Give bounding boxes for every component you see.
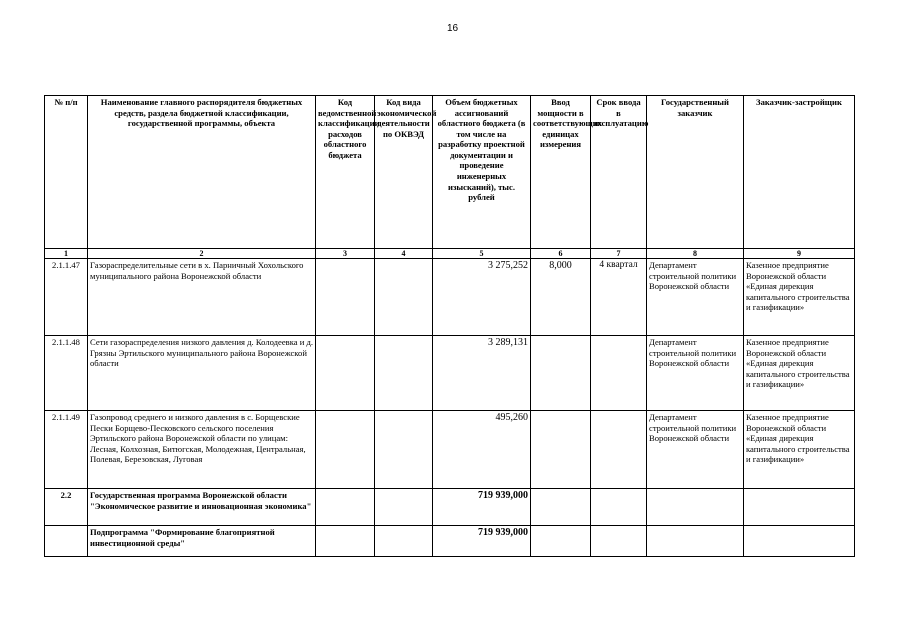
- table-row: [45, 411, 855, 489]
- row-num: 2.1.1.48: [45, 336, 88, 411]
- object-name: Газопровод среднего и низкого давления в с. Борщевские Пески Борщево-Песковского сельского поселения Эртильского района Воронежской области по улицам: Лесная, Колхозная, Битюгская, Молодежная, Центральная, Полевая, Березовская, Луговая: [88, 411, 316, 489]
- customer-cell: Департамент строительной политики Воронежской области: [647, 259, 744, 336]
- column-number: 7: [591, 249, 647, 259]
- empty-cell: [744, 489, 855, 526]
- page-number: 16: [446, 23, 459, 34]
- column-number-row: [45, 249, 855, 259]
- column-number: 8: [647, 249, 744, 259]
- table-row-program: [45, 489, 855, 526]
- header-okved: Код вида экономической деятельности по ОКВЭД: [375, 96, 433, 249]
- kvr-cell: [316, 411, 375, 489]
- table-row: [45, 259, 855, 336]
- header-kvr: Код ведомственной классификации расходов областного бюджета: [316, 96, 375, 249]
- object-name: Сети газораспределения низкого давления д. Колодеевка и д. Грязны Эртильского муниципального района Воронежской области: [88, 336, 316, 411]
- okved-cell: [375, 336, 433, 411]
- volume-cell: 495,260: [433, 411, 531, 489]
- okved-cell: [375, 411, 433, 489]
- program-name: Государственная программа Воронежской области "Экономическое развитие и инновационная экономика": [88, 489, 316, 526]
- kvr-cell: [316, 336, 375, 411]
- kvr-cell: [316, 259, 375, 336]
- header-name: Наименование главного распорядителя бюджетных средств, раздела бюджетной классификации, государственной программы, объекта: [88, 96, 316, 249]
- column-number: 1: [45, 249, 88, 259]
- table-header-row: [45, 96, 855, 249]
- empty-cell: [375, 489, 433, 526]
- term-cell: [591, 411, 647, 489]
- empty-cell: [591, 526, 647, 557]
- term-cell: 4 квартал: [591, 259, 647, 336]
- capacity-cell: 8,000: [531, 259, 591, 336]
- empty-cell: [647, 489, 744, 526]
- row-num: [45, 526, 88, 557]
- developer-cell: Казенное предприятие Воронежской области «Единая дирекция капитального строительства и газификации»: [744, 259, 855, 336]
- header-num: № п/п: [45, 96, 88, 249]
- header-term: Срок ввода в эксплуатацию: [591, 96, 647, 249]
- okved-cell: [375, 259, 433, 336]
- capacity-cell: [531, 336, 591, 411]
- object-name: Газораспределительные сети в х. Парничный Хохольского муниципального района Воронежской области: [88, 259, 316, 336]
- header-developer: Заказчик-застройщик: [744, 96, 855, 249]
- subprogram-name: Подпрограмма "Формирование благоприятной инвестиционной среды": [88, 526, 316, 557]
- budget-table: [44, 95, 855, 557]
- term-cell: [591, 336, 647, 411]
- table-row-subprogram: [45, 526, 855, 557]
- volume-cell: 3 289,131: [433, 336, 531, 411]
- volume-cell: 719 939,000: [433, 526, 531, 557]
- column-number: 4: [375, 249, 433, 259]
- row-num: 2.1.1.49: [45, 411, 88, 489]
- empty-cell: [591, 489, 647, 526]
- row-num: 2.1.1.47: [45, 259, 88, 336]
- volume-cell: 3 275,252: [433, 259, 531, 336]
- empty-cell: [531, 526, 591, 557]
- table-row: [45, 336, 855, 411]
- column-number: 3: [316, 249, 375, 259]
- empty-cell: [744, 526, 855, 557]
- empty-cell: [647, 526, 744, 557]
- capacity-cell: [531, 411, 591, 489]
- column-number: 9: [744, 249, 855, 259]
- customer-cell: Департамент строительной политики Воронежской области: [647, 336, 744, 411]
- developer-cell: Казенное предприятие Воронежской области «Единая дирекция капитального строительства и газификации»: [744, 336, 855, 411]
- header-capacity: Ввод мощности в соответствующих единицах измерения: [531, 96, 591, 249]
- empty-cell: [375, 526, 433, 557]
- empty-cell: [316, 526, 375, 557]
- customer-cell: Департамент строительной политики Воронежской области: [647, 411, 744, 489]
- header-volume: Объем бюджетных ассигнований областного бюджета (в том числе на разработку проектной документации и проведение инженерных изысканий), тыс. рублей: [433, 96, 531, 249]
- developer-cell: Казенное предприятие Воронежской области «Единая дирекция капитального строительства и газификации»: [744, 411, 855, 489]
- volume-cell: 719 939,000: [433, 489, 531, 526]
- column-number: 6: [531, 249, 591, 259]
- empty-cell: [531, 489, 591, 526]
- column-number: 2: [88, 249, 316, 259]
- column-number: 5: [433, 249, 531, 259]
- empty-cell: [316, 489, 375, 526]
- row-num: 2.2: [45, 489, 88, 526]
- header-customer: Государственный заказчик: [647, 96, 744, 249]
